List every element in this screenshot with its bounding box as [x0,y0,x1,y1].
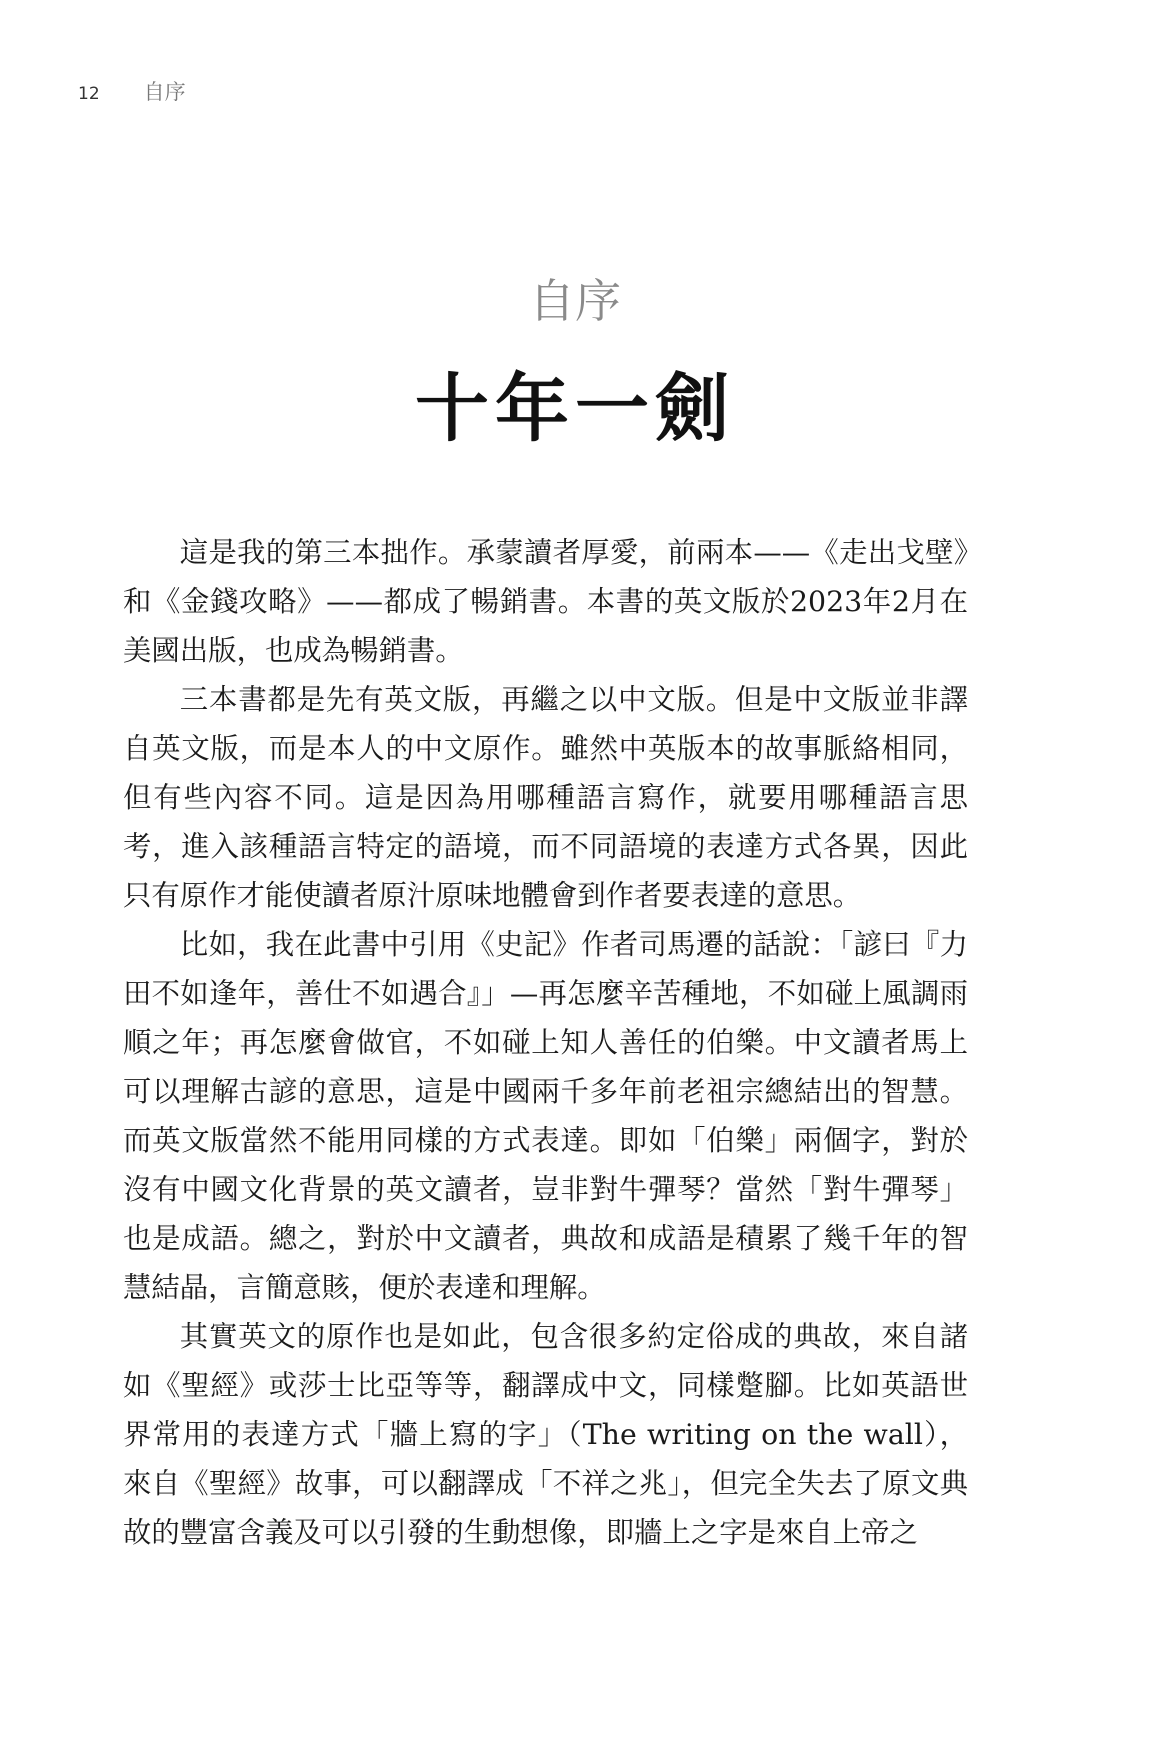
paragraph: 其實英文的原作也是如此，包含很多約定俗成的典故，來自諸如《聖經》或莎士比亞等等，翻譯成中文，同樣蹩腳。比如英語世界常用的表達方式「牆上寫的字」（The writing on the wall），來自《聖經》故事，可以翻譯成「不祥之兆」，但完全失去了原文典故的豐富含義及可以引發的生動想像，即牆上之字是來自上帝之 [123,1320,968,1549]
page-number: 12 [78,84,100,104]
body-text [123,528,968,1557]
running-header [78,76,186,106]
chapter-kicker: 自序 [529,274,621,328]
paragraph: 三本書都是先有英文版，再繼之以中文版。但是中文版並非譯自英文版，而是本人的中文原作。雖然中英版本的故事脈絡相同，但有些內容不同。這是因為用哪種語言寫作，就要用哪種語言思考，進入該種語言特定的語境，而不同語境的表達方式各異，因此只有原作才能使讀者原汁原味地體會到作者要表達的意思。 [123,683,968,912]
chapter-title: 十年一劍 [415,366,735,452]
paragraph: 比如，我在此書中引用《史記》作者司馬遷的話說：「諺曰『力田不如逢年，善仕不如遇合』」—再怎麼辛苦種地，不如碰上風調雨順之年；再怎麼會做官，不如碰上知人善任的伯樂。中文讀者馬上可以理解古諺的意思，這是中國兩千多年前老祖宗總結出的智慧。而英文版當然不能用同樣的方式表達。即如「伯樂」兩個字，對於沒有中國文化背景的英文讀者，豈非對牛彈琴？當然「對牛彈琴」也是成語。總之，對於中文讀者，典故和成語是積累了幾千年的智慧結晶，言簡意賅，便於表達和理解。 [123,928,968,1304]
running-header-section: 自序 [143,80,186,104]
paragraph: 這是我的第三本拙作。承蒙讀者厚愛，前兩本——《走出戈壁》和《金錢攻略》——都成了暢銷書。本書的英文版於2023年2月在美國出版，也成為暢銷書。 [123,536,968,667]
